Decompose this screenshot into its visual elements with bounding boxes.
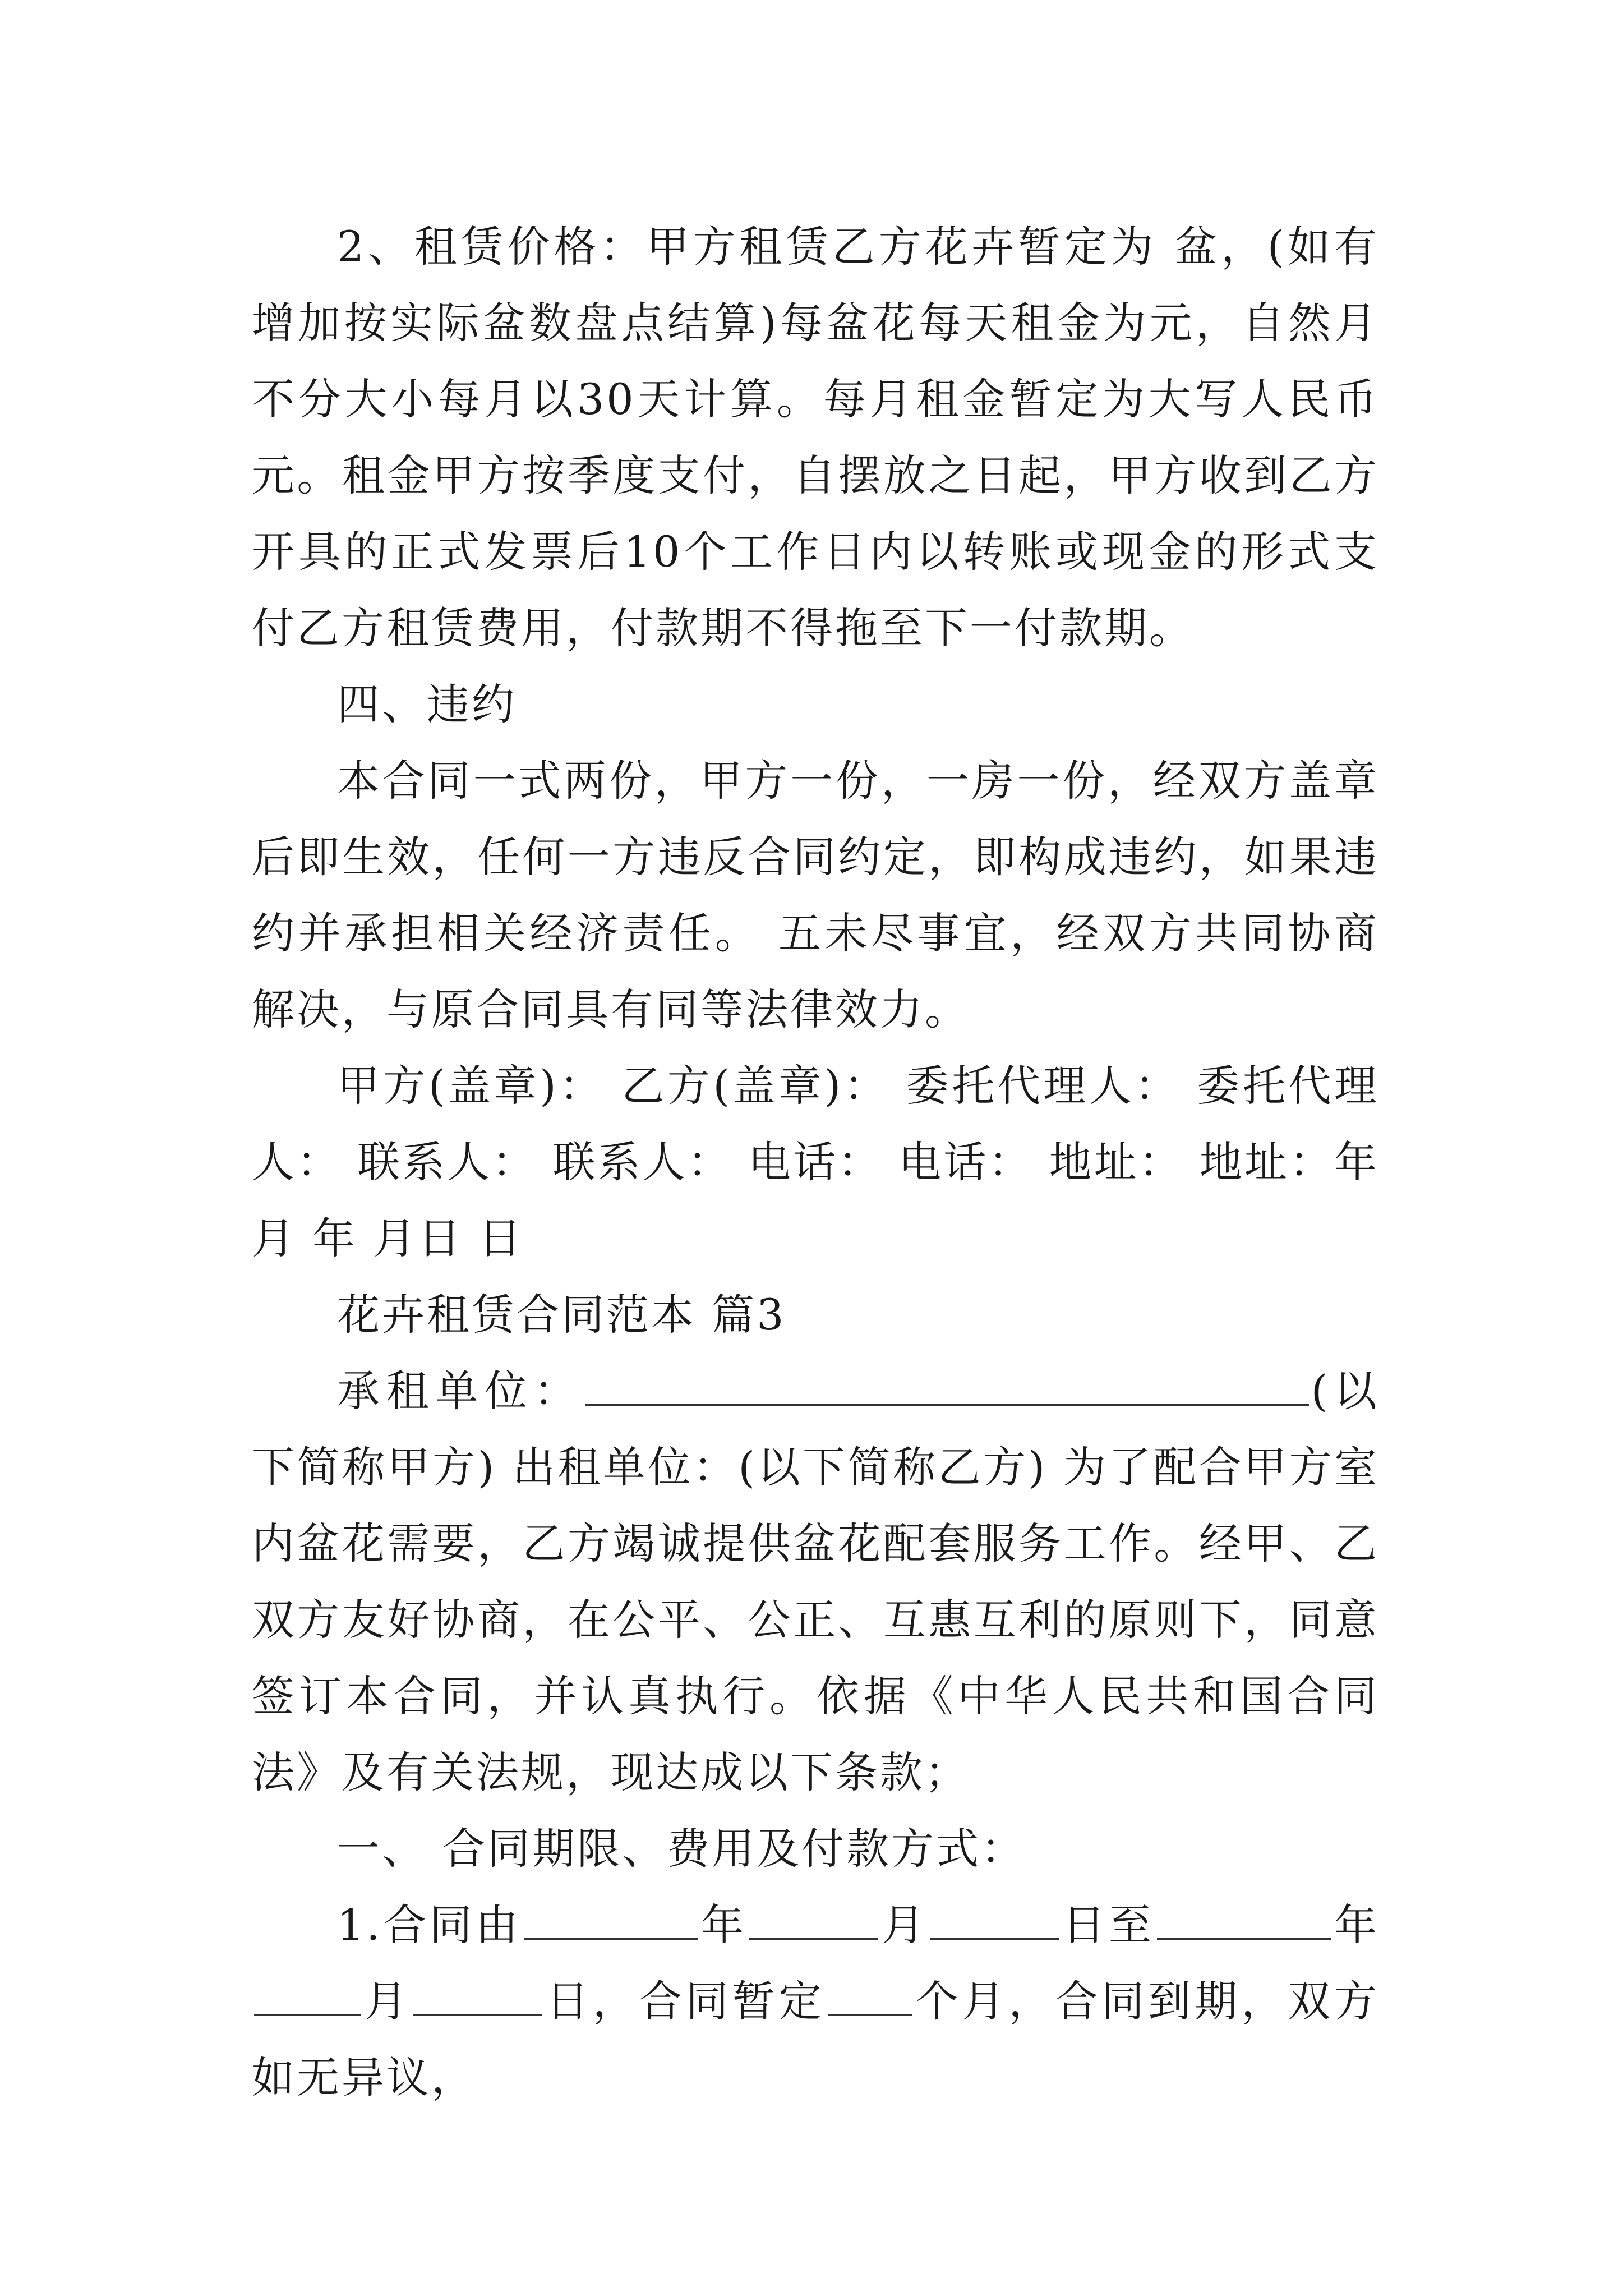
start-year-blank (524, 1895, 698, 1940)
paragraph-rental-price: 2、租赁价格：甲方租赁乙方花卉暂定为 盆，(如有增加按实际盆数盘点结算)每盆花每天租金为元，自然月不分大小每月以30天计算。每月租金暂定为大写人民币元。租金甲方按季度支付，自摆放之日起，甲方收到乙方开具的正式发票后10个工作日内以转账或现金的形式支付乙方租赁费用，付款期不得拖至下一付款期。 (252, 222, 1379, 653)
end-day-blank (413, 1971, 542, 2016)
end-month-blank (254, 1971, 361, 2016)
document-body (252, 209, 1379, 2116)
term-text-5: 年 (1332, 1900, 1380, 1950)
lessee-blank-line (585, 1361, 1309, 1406)
term-text-2: 年 (700, 1900, 748, 1950)
paragraph-breach: 本合同一式两份，甲方一份，一房一份，经双方盖章后即生效，任何一方违反合同约定，即构成违约，如果违约并承担相关经济责任。 五未尽事宜，经双方共同协商解决，与原合同具有同等法律效力。 (252, 756, 1379, 1034)
start-day-blank (930, 1895, 1059, 1940)
start-month-blank (749, 1895, 878, 1940)
term-text-6: 月 (363, 1976, 411, 2026)
term-text-4: 日至 (1061, 1900, 1155, 1950)
parties-text: (以下简称甲方) 出租单位：(以下简称乙方) 为了配合甲方室内盆花需要，乙方竭诚提供盆花配套服务工作。经甲、乙双方友好协商，在公平、公正、互惠互利的原则下，同意签订本合同，并认真执行。依据《中华人民共和国合同法》及有关法规，现达成以下条款； (252, 1366, 1379, 1797)
term-text-8: 个月，合同到期，双方如无异议， (252, 1976, 1380, 2102)
paragraph-contract-term (252, 1887, 1379, 2116)
paragraph-parties (252, 1353, 1379, 1811)
term-text-1: 1.合同由 (337, 1900, 522, 1950)
lessee-label: 承租单位： (337, 1366, 583, 1416)
paragraph-signatures: 甲方(盖章)： 乙方(盖章)： 委托代理人： 委托代理人： 联系人： 联系人： 电话： 电话： 地址： 地址：年 月 年 月日 日 (252, 1061, 1379, 1263)
months-blank (828, 1971, 912, 2016)
end-year-blank (1157, 1895, 1331, 1940)
section-heading-term-fees: 一、 合同期限、费用及付款方式： (337, 1824, 1026, 1874)
term-text-3: 月 (880, 1900, 928, 1950)
section-heading-breach: 四、违约 (337, 679, 517, 729)
term-text-7: 日，合同暂定 (544, 1976, 826, 2026)
section-title-template-3: 花卉租赁合同范本 篇3 (337, 1290, 786, 1340)
